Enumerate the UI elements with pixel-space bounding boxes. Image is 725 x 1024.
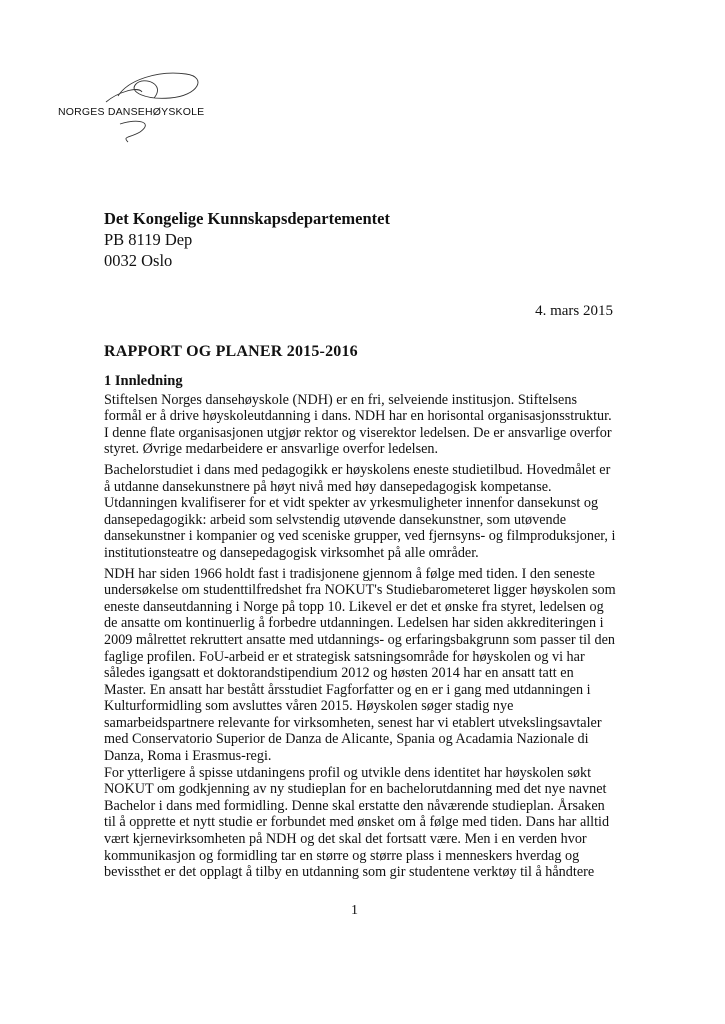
paragraph: Stiftelsen Norges dansehøyskole (NDH) er en fri, selveiende institusjon. Stiftelsens formål er å drive høyskoleutdanning i dans. NDH har en horisontal organisasjonsstruktur. I denne flate organisasjonen utgjør rektor og viserektor ledelsen. De er ansvarlige overfor styret. Øvrige medarbeidere er ansvarlige overfor ledelsen. (104, 391, 612, 458)
recipient-address-line2: 0032 Oslo (104, 251, 173, 270)
section-heading: 1 Innledning (104, 373, 183, 389)
recipient-address-line1: PB 8119 Dep (104, 230, 193, 249)
logo (58, 62, 218, 152)
paragraph: For ytterligere å spisse utdaningens profil og utvikle dens identitet har høyskolen søkt NOKUT om godkjenning av ny studieplan for en bachelorutdanning med det nye navnet Bachelor i dans med formidling. Denne skal erstatte den nåværende studieplan. Årsaken til å opprette et nytt studie er forbundet med ønsket om å følge med tiden. Dans har alltid vært kjernevirksomheten på NDH og det skal det fortsatt være. Men i en verden hvor kommunikasjon og formidling tar en større og større plass i menneskers hverdag og bevissthet er det opplagt å tilby en utdanning som gir studentene verktøy til å håndtere (104, 764, 610, 881)
document-body (104, 373, 616, 885)
page-number: 1 (351, 903, 358, 918)
paragraph: NDH har siden 1966 holdt fast i tradisjonene gjennom å følge med tiden. I den seneste undersøkelse om studenttilfredshet fra NOKUT's Studiebarometeret ligger høyskolen som eneste danseutdanning i Norge på topp 10. Likevel er det et ønske fra styret, ledelsen og de ansatte om kontinuerlig å forbedre utdanningen. Ledelsen har siden akkrediteringen i 2009 målrettet rekruttert ansatte med utdannings- og erfaringsbakgrunn som passer til den faglige profilen. FoU-arbeid er et strategisk satsningsområde for høyskolen og vi har således igangsatt et doktorandstipendium 2012 og høsten 2014 har en ansatt tatt en Master. En ansatt har bestått årsstudiet Fagforfatter og en er i gang med utdanningen i Kulturformidling som avsluttes våren 2015. Høyskolen søger stadig nye samarbeidspartnere relevante for virksomheten, senest har vi etablert utvekslingsavtaler med Conservatorio Superior de Danza de Alicante, Spania og Acadamia Nazionale di Danza, Roma i Erasmus-regi. (104, 565, 616, 765)
logo-text: NORGES DANSEHØYSKOLE (58, 106, 205, 118)
paragraph: Bachelorstudiet i dans med pedagogikk er høyskolens eneste studietilbud. Hovedmålet er å utdanne dansekunstnere på høyt nivå med høy dansepedagogisk kompetanse. Utdanningen kvalifiserer for et vidt spekter av yrkesmuligheter innenfor dansekunst og dansepedagogikk: arbeid som selvstendig utøvende dansekunstner, som utøvende dansekunstner i kompanier og ved sceniske grupper, ved fjernsyns- og filmproduksjoner, i institutionsteatre og dansepedagogisk virksomhet på alle områder. (104, 461, 616, 561)
document-title: RAPPORT OG PLANER 2015-2016 (104, 343, 358, 360)
letter-date: 4. mars 2015 (535, 303, 613, 319)
recipient-name: Det Kongelige Kunnskapsdepartementet (104, 209, 390, 228)
recipient-address (104, 208, 390, 271)
